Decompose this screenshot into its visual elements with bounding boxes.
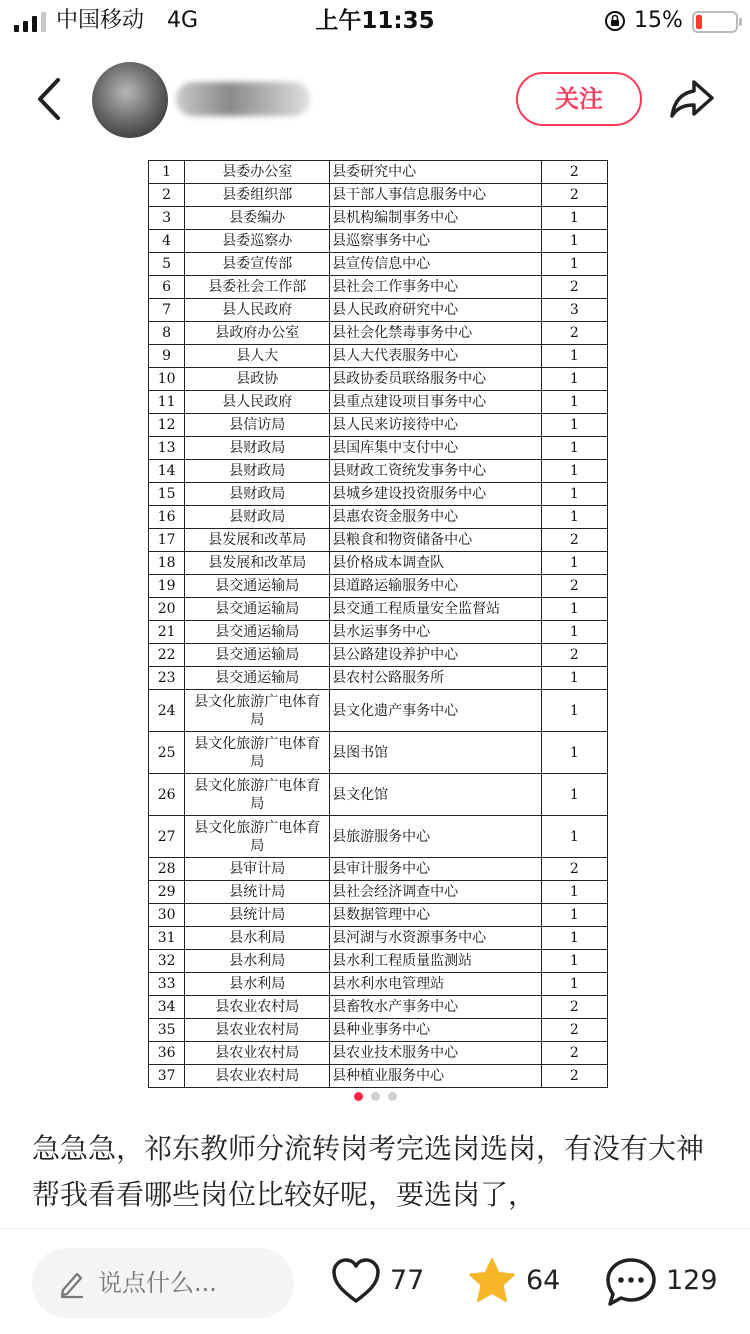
network-type: 4G bbox=[167, 8, 199, 33]
row-number: 4 bbox=[149, 230, 185, 253]
row-number: 28 bbox=[149, 858, 185, 881]
row-count: 1 bbox=[541, 732, 607, 774]
table-row bbox=[149, 161, 608, 184]
row-number: 35 bbox=[149, 1019, 185, 1042]
row-unit: 县水利工程质量监测站 bbox=[330, 950, 541, 973]
row-unit: 县重点建设项目事务中心 bbox=[330, 391, 541, 414]
row-count: 1 bbox=[541, 690, 607, 732]
row-number: 9 bbox=[149, 345, 185, 368]
row-department: 县人大 bbox=[185, 345, 330, 368]
row-unit: 县水利水电管理站 bbox=[330, 973, 541, 996]
row-department: 县交通运输局 bbox=[185, 575, 330, 598]
row-count: 1 bbox=[541, 437, 607, 460]
row-unit: 县种植业服务中心 bbox=[330, 1065, 541, 1088]
row-unit: 县农村公路服务所 bbox=[330, 667, 541, 690]
row-count: 1 bbox=[541, 253, 607, 276]
row-department: 县委编办 bbox=[185, 207, 330, 230]
like-count: 77 bbox=[390, 1265, 425, 1296]
row-count: 1 bbox=[541, 950, 607, 973]
row-unit: 县巡察事务中心 bbox=[330, 230, 541, 253]
row-unit: 县社会化禁毒事务中心 bbox=[330, 322, 541, 345]
table-row bbox=[149, 345, 608, 368]
table-row bbox=[149, 1042, 608, 1065]
row-count: 1 bbox=[541, 506, 607, 529]
clock: 上午11:35 bbox=[315, 8, 435, 34]
table-row bbox=[149, 732, 608, 774]
row-count: 1 bbox=[541, 621, 607, 644]
pencil-icon bbox=[58, 1268, 86, 1298]
row-department: 县发展和改革局 bbox=[185, 552, 330, 575]
row-number: 14 bbox=[149, 460, 185, 483]
row-department: 县农业农村局 bbox=[185, 1042, 330, 1065]
table-row bbox=[149, 996, 608, 1019]
table-row bbox=[149, 858, 608, 881]
row-department: 县水利局 bbox=[185, 973, 330, 996]
row-number: 5 bbox=[149, 253, 185, 276]
comment-button[interactable] bbox=[604, 1252, 724, 1312]
row-count: 2 bbox=[541, 322, 607, 345]
row-count: 1 bbox=[541, 414, 607, 437]
table-row bbox=[149, 368, 608, 391]
table-row bbox=[149, 437, 608, 460]
row-unit: 县道路运输服务中心 bbox=[330, 575, 541, 598]
row-number: 30 bbox=[149, 904, 185, 927]
row-department: 县交通运输局 bbox=[185, 644, 330, 667]
row-department: 县水利局 bbox=[185, 950, 330, 973]
status-bar bbox=[0, 0, 750, 44]
row-department: 县政府办公室 bbox=[185, 322, 330, 345]
row-department: 县水利局 bbox=[185, 927, 330, 950]
collect-count: 64 bbox=[526, 1265, 561, 1296]
row-unit: 县文化馆 bbox=[330, 774, 541, 816]
row-unit: 县宣传信息中心 bbox=[330, 253, 541, 276]
battery-icon bbox=[692, 11, 738, 33]
row-unit: 县水运事务中心 bbox=[330, 621, 541, 644]
row-unit: 县交通工程质量安全监督站 bbox=[330, 598, 541, 621]
table-row bbox=[149, 253, 608, 276]
table-row bbox=[149, 575, 608, 598]
table-row bbox=[149, 881, 608, 904]
row-count: 1 bbox=[541, 816, 607, 858]
back-arrow-icon[interactable] bbox=[30, 76, 70, 122]
row-count: 2 bbox=[541, 276, 607, 299]
row-number: 10 bbox=[149, 368, 185, 391]
row-count: 2 bbox=[541, 1019, 607, 1042]
row-number: 7 bbox=[149, 299, 185, 322]
table-row bbox=[149, 927, 608, 950]
table-row bbox=[149, 973, 608, 996]
table-row bbox=[149, 483, 608, 506]
comment-placeholder: 说点什么... bbox=[98, 1269, 217, 1297]
table-row bbox=[149, 950, 608, 973]
row-number: 33 bbox=[149, 973, 185, 996]
share-icon[interactable] bbox=[668, 76, 716, 122]
row-department: 县财政局 bbox=[185, 460, 330, 483]
row-department: 县交通运输局 bbox=[185, 621, 330, 644]
row-number: 1 bbox=[149, 161, 185, 184]
row-number: 19 bbox=[149, 575, 185, 598]
row-number: 15 bbox=[149, 483, 185, 506]
row-unit: 县图书馆 bbox=[330, 732, 541, 774]
row-number: 25 bbox=[149, 732, 185, 774]
avatar[interactable] bbox=[92, 62, 168, 138]
row-department: 县人民政府 bbox=[185, 299, 330, 322]
row-department: 县委办公室 bbox=[185, 161, 330, 184]
row-department: 县农业农村局 bbox=[185, 1019, 330, 1042]
row-unit: 县人民政府研究中心 bbox=[330, 299, 541, 322]
pager-dot[interactable] bbox=[388, 1092, 397, 1101]
row-department: 县文化旅游广电体育局 bbox=[185, 816, 330, 858]
table-row bbox=[149, 904, 608, 927]
pager-dot[interactable] bbox=[371, 1092, 380, 1101]
follow-button[interactable]: 关注 bbox=[516, 72, 642, 126]
row-unit: 县种业事务中心 bbox=[330, 1019, 541, 1042]
row-department: 县文化旅游广电体育局 bbox=[185, 690, 330, 732]
row-count: 1 bbox=[541, 368, 607, 391]
row-department: 县委巡察办 bbox=[185, 230, 330, 253]
row-unit: 县国库集中支付中心 bbox=[330, 437, 541, 460]
row-unit: 县惠农资金服务中心 bbox=[330, 506, 541, 529]
row-number: 37 bbox=[149, 1065, 185, 1088]
like-button[interactable] bbox=[330, 1252, 430, 1312]
row-count: 1 bbox=[541, 774, 607, 816]
row-unit: 县数据管理中心 bbox=[330, 904, 541, 927]
table-row bbox=[149, 644, 608, 667]
table-row bbox=[149, 667, 608, 690]
row-number: 29 bbox=[149, 881, 185, 904]
row-unit: 县公路建设养护中心 bbox=[330, 644, 541, 667]
row-department: 县审计局 bbox=[185, 858, 330, 881]
table-row bbox=[149, 230, 608, 253]
post-header bbox=[0, 50, 750, 150]
row-count: 2 bbox=[541, 996, 607, 1019]
row-department: 县发展和改革局 bbox=[185, 529, 330, 552]
row-count: 3 bbox=[541, 299, 607, 322]
table-row bbox=[149, 774, 608, 816]
row-count: 1 bbox=[541, 552, 607, 575]
battery-level bbox=[696, 15, 702, 29]
row-count: 1 bbox=[541, 483, 607, 506]
row-count: 1 bbox=[541, 207, 607, 230]
comment-input[interactable] bbox=[32, 1248, 294, 1318]
row-number: 16 bbox=[149, 506, 185, 529]
row-count: 2 bbox=[541, 858, 607, 881]
row-department: 县文化旅游广电体育局 bbox=[185, 774, 330, 816]
battery-percent: 15% bbox=[634, 8, 683, 33]
row-department: 县农业农村局 bbox=[185, 996, 330, 1019]
row-number: 21 bbox=[149, 621, 185, 644]
row-unit: 县旅游服务中心 bbox=[330, 816, 541, 858]
comment-bubble-icon bbox=[604, 1256, 658, 1308]
row-unit: 县河湖与水资源事务中心 bbox=[330, 927, 541, 950]
row-department: 县财政局 bbox=[185, 437, 330, 460]
table-row bbox=[149, 1065, 608, 1088]
row-department: 县财政局 bbox=[185, 506, 330, 529]
row-number: 13 bbox=[149, 437, 185, 460]
position-table bbox=[148, 160, 608, 1088]
author-name-blurred[interactable] bbox=[176, 82, 310, 116]
row-unit: 县机构编制事务中心 bbox=[330, 207, 541, 230]
row-count: 1 bbox=[541, 904, 607, 927]
row-count: 1 bbox=[541, 667, 607, 690]
table-row bbox=[149, 621, 608, 644]
orientation-lock-icon bbox=[604, 10, 626, 32]
carrier-name: 中国移动 bbox=[56, 8, 145, 33]
star-icon bbox=[466, 1256, 518, 1306]
row-number: 2 bbox=[149, 184, 185, 207]
row-number: 22 bbox=[149, 644, 185, 667]
row-department: 县委社会工作部 bbox=[185, 276, 330, 299]
row-number: 12 bbox=[149, 414, 185, 437]
row-count: 1 bbox=[541, 973, 607, 996]
row-count: 2 bbox=[541, 575, 607, 598]
row-unit: 县审计服务中心 bbox=[330, 858, 541, 881]
row-unit: 县社会工作事务中心 bbox=[330, 276, 541, 299]
table-row bbox=[149, 207, 608, 230]
divider bbox=[0, 1228, 750, 1229]
pager-dot[interactable] bbox=[354, 1092, 363, 1101]
row-department: 县农业农村局 bbox=[185, 1065, 330, 1088]
table-row bbox=[149, 816, 608, 858]
row-department: 县文化旅游广电体育局 bbox=[185, 732, 330, 774]
row-count: 1 bbox=[541, 391, 607, 414]
row-department: 县委宣传部 bbox=[185, 253, 330, 276]
row-count: 1 bbox=[541, 598, 607, 621]
row-count: 2 bbox=[541, 184, 607, 207]
table-row bbox=[149, 322, 608, 345]
row-count: 1 bbox=[541, 460, 607, 483]
table-row bbox=[149, 276, 608, 299]
row-number: 23 bbox=[149, 667, 185, 690]
row-number: 26 bbox=[149, 774, 185, 816]
row-department: 县委组织部 bbox=[185, 184, 330, 207]
row-number: 31 bbox=[149, 927, 185, 950]
row-count: 2 bbox=[541, 1065, 607, 1088]
row-unit: 县政协委员联络服务中心 bbox=[330, 368, 541, 391]
table-row bbox=[149, 414, 608, 437]
collect-button[interactable] bbox=[466, 1252, 566, 1312]
row-number: 32 bbox=[149, 950, 185, 973]
table-row bbox=[149, 598, 608, 621]
row-number: 11 bbox=[149, 391, 185, 414]
row-count: 2 bbox=[541, 161, 607, 184]
row-number: 36 bbox=[149, 1042, 185, 1065]
row-number: 20 bbox=[149, 598, 185, 621]
row-unit: 县价格成本调查队 bbox=[330, 552, 541, 575]
row-number: 34 bbox=[149, 996, 185, 1019]
row-number: 27 bbox=[149, 816, 185, 858]
row-number: 17 bbox=[149, 529, 185, 552]
table-row bbox=[149, 552, 608, 575]
row-department: 县交通运输局 bbox=[185, 667, 330, 690]
row-number: 8 bbox=[149, 322, 185, 345]
row-unit: 县粮食和物资储备中心 bbox=[330, 529, 541, 552]
row-department: 县人民政府 bbox=[185, 391, 330, 414]
row-count: 1 bbox=[541, 881, 607, 904]
table-row bbox=[149, 1019, 608, 1042]
post-text: 急急急，祁东教师分流转岗考完选岗选岗，有没有大神帮我看看哪些岗位比较好呢，要选岗了， bbox=[32, 1132, 705, 1211]
row-unit: 县干部人事信息服务中心 bbox=[330, 184, 541, 207]
table-row bbox=[149, 529, 608, 552]
row-count: 1 bbox=[541, 927, 607, 950]
row-count: 1 bbox=[541, 345, 607, 368]
row-unit: 县财政工资统发事务中心 bbox=[330, 460, 541, 483]
row-unit: 县农业技术服务中心 bbox=[330, 1042, 541, 1065]
row-unit: 县社会经济调查中心 bbox=[330, 881, 541, 904]
table-row bbox=[149, 299, 608, 322]
table-row bbox=[149, 460, 608, 483]
row-department: 县政协 bbox=[185, 368, 330, 391]
post-image[interactable] bbox=[148, 160, 608, 1084]
image-pager bbox=[0, 1092, 750, 1102]
row-number: 18 bbox=[149, 552, 185, 575]
table-row bbox=[149, 391, 608, 414]
row-department: 县统计局 bbox=[185, 904, 330, 927]
row-count: 2 bbox=[541, 644, 607, 667]
row-unit: 县文化遗产事务中心 bbox=[330, 690, 541, 732]
row-department: 县信访局 bbox=[185, 414, 330, 437]
row-unit: 县人大代表服务中心 bbox=[330, 345, 541, 368]
row-count: 1 bbox=[541, 230, 607, 253]
row-department: 县财政局 bbox=[185, 483, 330, 506]
row-count: 2 bbox=[541, 529, 607, 552]
table-row bbox=[149, 184, 608, 207]
row-unit: 县委研究中心 bbox=[330, 161, 541, 184]
comment-count: 129 bbox=[666, 1265, 718, 1296]
row-number: 3 bbox=[149, 207, 185, 230]
row-count: 2 bbox=[541, 1042, 607, 1065]
row-department: 县统计局 bbox=[185, 881, 330, 904]
row-unit: 县人民来访接待中心 bbox=[330, 414, 541, 437]
heart-icon bbox=[330, 1256, 382, 1306]
row-department: 县交通运输局 bbox=[185, 598, 330, 621]
row-number: 24 bbox=[149, 690, 185, 732]
row-unit: 县畜牧水产事务中心 bbox=[330, 996, 541, 1019]
row-unit: 县城乡建设投资服务中心 bbox=[330, 483, 541, 506]
table-row bbox=[149, 690, 608, 732]
table-row bbox=[149, 506, 608, 529]
row-number: 6 bbox=[149, 276, 185, 299]
